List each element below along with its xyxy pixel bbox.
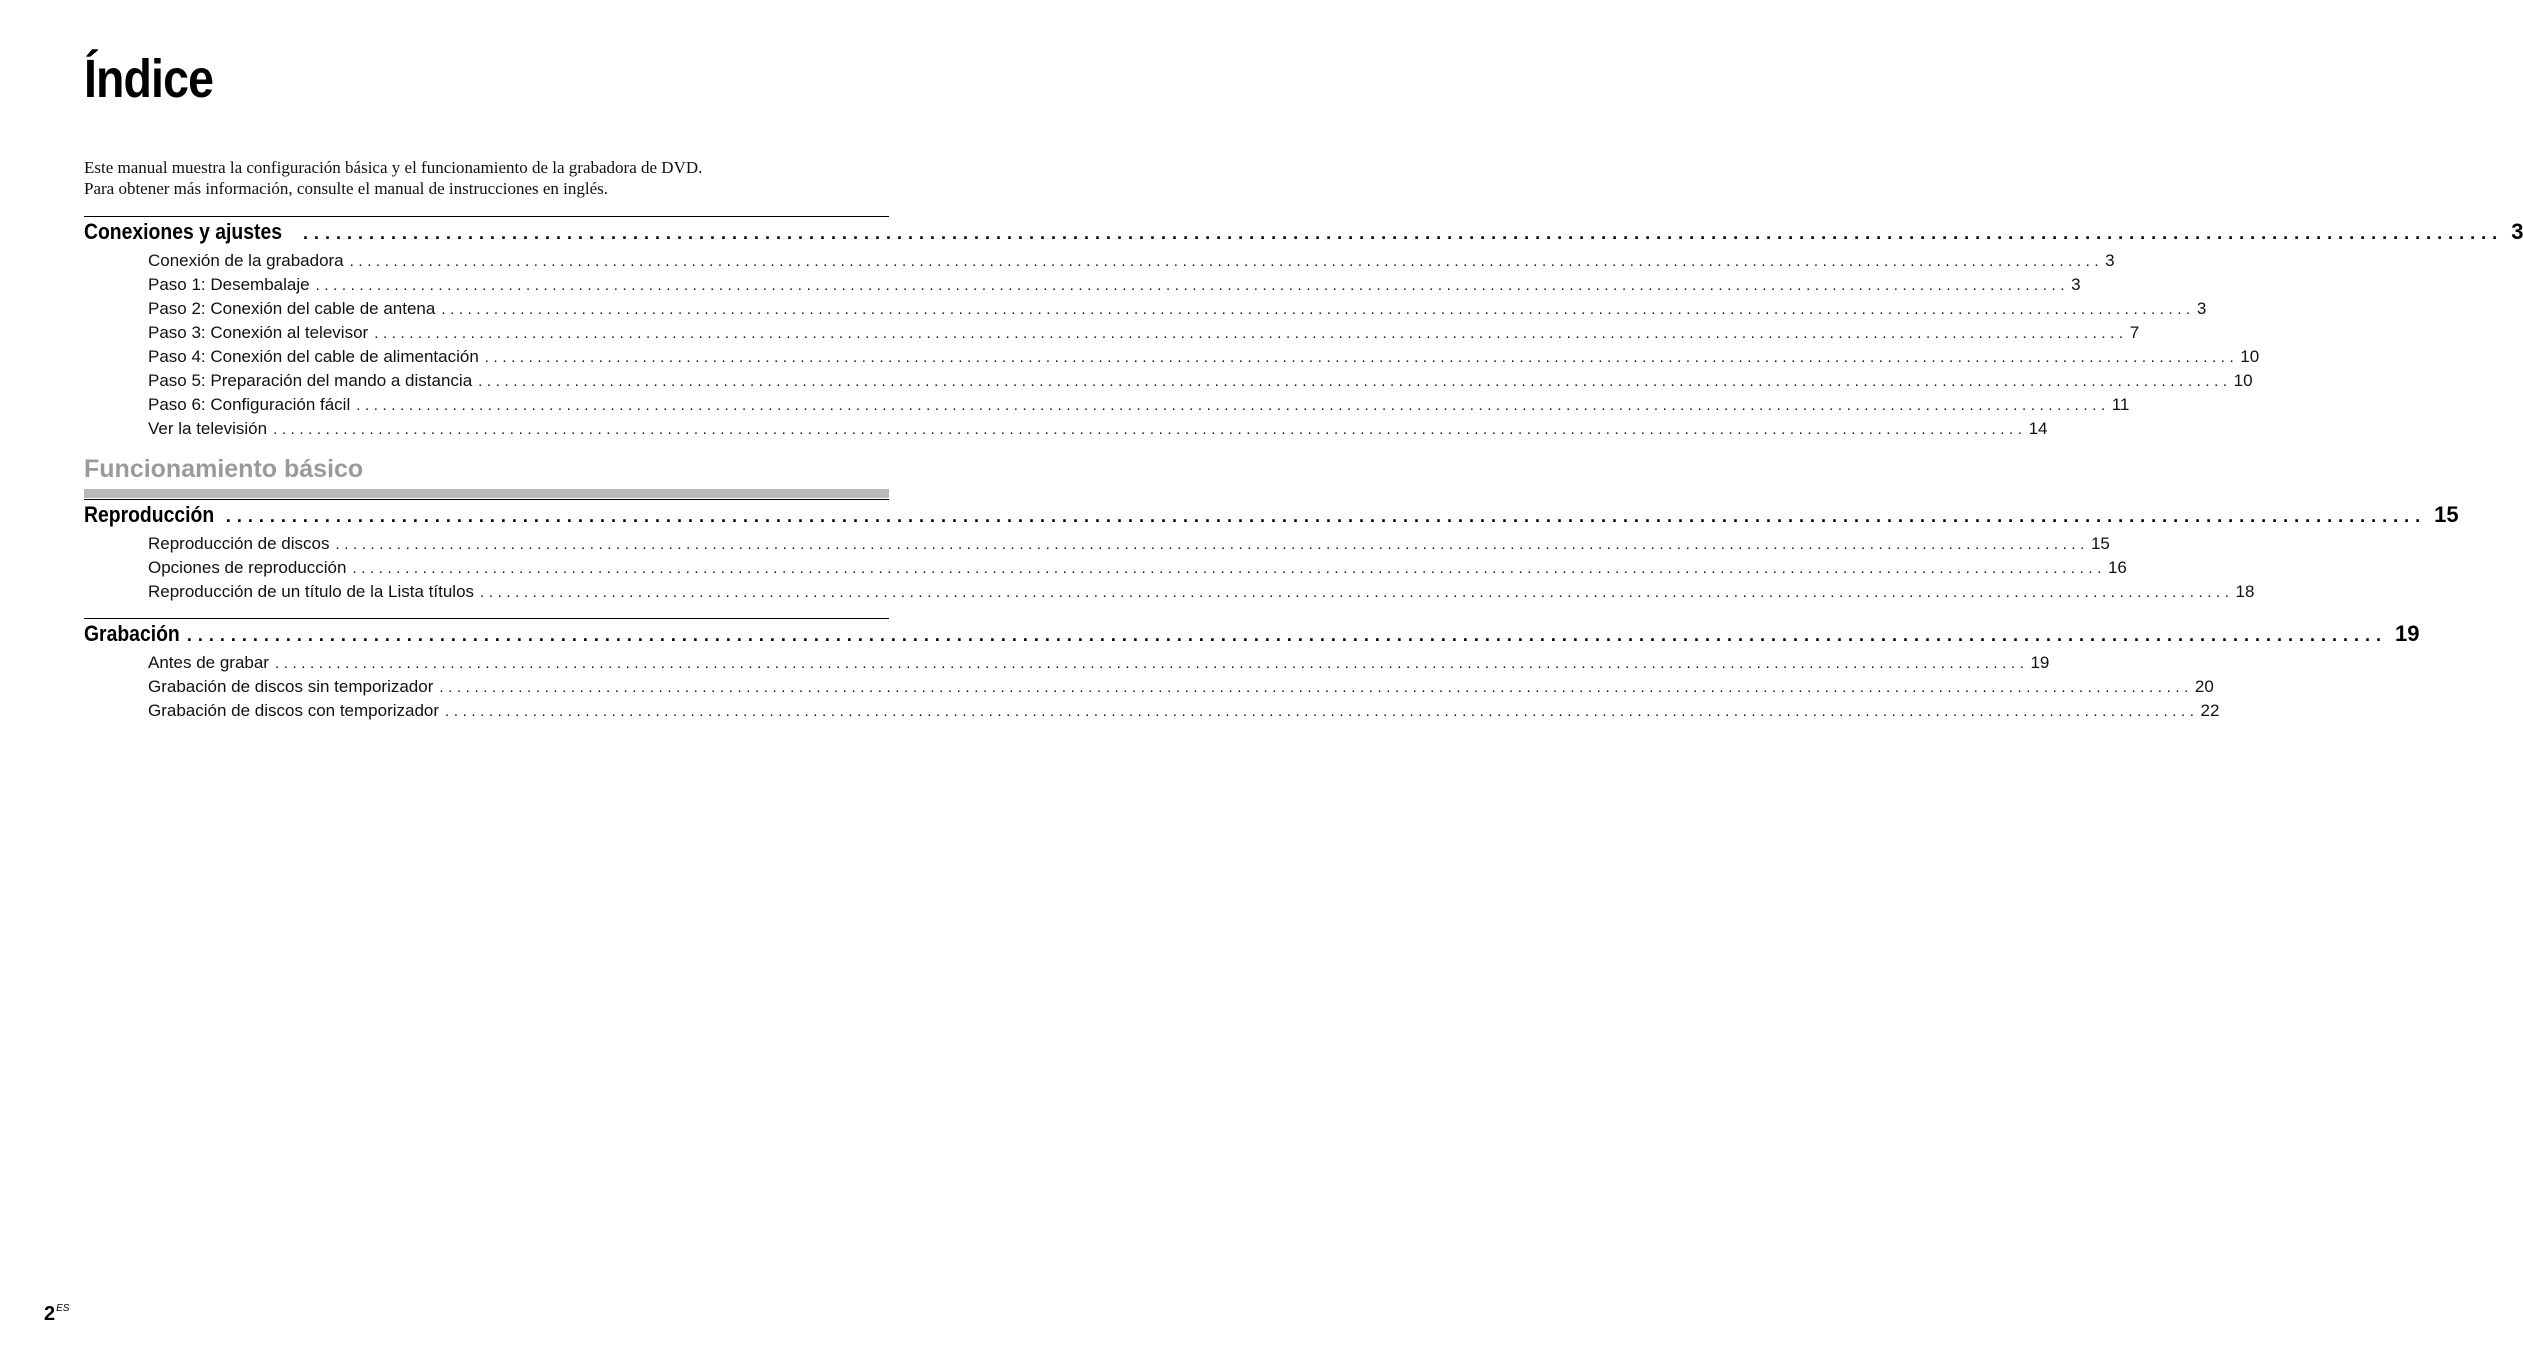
entry-page: 10 — [2233, 371, 2253, 390]
leader-dots: ........................................................................................................................................................................................................ — [335, 536, 2089, 553]
page-number-value: 2 — [44, 1303, 56, 1325]
leader-dots: ........................................................................................................................................................................................................ — [349, 253, 2104, 270]
toc-entry[interactable] — [148, 371, 2253, 395]
entry-page: 10 — [2240, 347, 2260, 366]
leader-dots: ........................................................................................................................................................................................................ — [374, 325, 2128, 342]
entry-label: Paso 1: Desembalaje — [148, 275, 310, 294]
toc-entry[interactable] — [148, 677, 2214, 701]
toc-section-reproduccion — [84, 499, 2459, 606]
toc-section-heading[interactable] — [84, 500, 2459, 534]
toc-entry[interactable] — [148, 534, 2110, 558]
entry-page: 11 — [2111, 395, 2130, 414]
section-title: Reproducción — [84, 502, 215, 527]
leader-dots: ........................................................................................................................................................................................................ — [478, 373, 2232, 390]
page-number — [44, 1303, 69, 1326]
leader-dots: ........................................................................................................................................................................................................ — [352, 560, 2106, 577]
entry-page: 22 — [2200, 701, 2220, 720]
entry-page: 20 — [2194, 677, 2214, 696]
entry-page: 15 — [2090, 534, 2110, 553]
leader-dots: ........................................................................................................................................................................................................ — [484, 349, 2239, 366]
entry-label: Grabación de discos sin temporizador — [148, 677, 434, 696]
leader-dots: ........................................................................................................................................................................................................ — [302, 223, 2504, 243]
leader-dots: ........................................................................................................................................................................................................ — [480, 584, 2234, 601]
toc-entry[interactable] — [148, 251, 2115, 275]
toc-entry[interactable] — [148, 323, 2140, 347]
entry-page: 16 — [2107, 558, 2127, 577]
leader-dots: ........................................................................................................................................................................................................ — [356, 397, 2110, 414]
section-page: 15 — [2434, 502, 2459, 527]
leader-dots: ........................................................................................................................................................................................................ — [445, 703, 2199, 720]
leader-dots: ........................................................................................................................................................................................................ — [441, 301, 2195, 318]
leader-dots: ........................................................................................................................................................................................................ — [315, 277, 2070, 294]
leader-dots: ........................................................................................................................................................................................................ — [273, 421, 2027, 438]
entry-page: 14 — [2028, 419, 2048, 438]
toc-entry[interactable] — [148, 653, 2050, 677]
toc-section-heading[interactable] — [84, 217, 2523, 251]
toc-entry[interactable] — [148, 419, 2048, 443]
entry-label: Antes de grabar — [148, 653, 269, 672]
entry-label: Reproducción de discos — [148, 534, 330, 553]
leader-dots: ........................................................................................................................................................................................................ — [274, 655, 2029, 672]
toc-entry[interactable] — [148, 347, 2260, 371]
language-suffix: ES — [56, 1303, 70, 1314]
toc-entry[interactable] — [148, 395, 2130, 419]
toc-section-conexiones — [84, 216, 2523, 443]
intro-line: Para obtener más información, consulte el manual de instrucciones en inglés. — [84, 179, 609, 198]
entry-page: 3 — [2105, 251, 2115, 270]
entry-label: Ver la televisión — [148, 419, 268, 438]
entry-page: 3 — [2196, 299, 2207, 318]
entry-page: 3 — [2071, 275, 2081, 294]
section-page: 3 — [2511, 219, 2523, 244]
entry-page: 18 — [2235, 582, 2255, 601]
toc-entry[interactable] — [148, 275, 2081, 299]
entry-label: Opciones de reproducción — [148, 558, 347, 577]
entry-label: Paso 4: Conexión del cable de alimentación — [148, 347, 479, 366]
leader-dots: ........................................................................................................................................................................................................ — [225, 506, 2427, 526]
entry-label: Reproducción de un título de la Lista títulos — [148, 582, 475, 601]
section-page: 19 — [2395, 621, 2420, 646]
toc-entry[interactable] — [148, 582, 2255, 606]
entry-label: Paso 5: Preparación del mando a distancia — [148, 371, 473, 390]
entry-label: Paso 6: Configuración fácil — [148, 395, 351, 414]
toc-section-grabacion — [84, 618, 2420, 725]
leader-dots: ........................................................................................................................................................................................................ — [186, 625, 2388, 645]
toc-section-heading[interactable] — [84, 619, 2420, 653]
toc-entry[interactable] — [148, 299, 2207, 323]
section-title: Conexiones y ajustes — [84, 219, 282, 244]
leader-dots: ........................................................................................................................................................................................................ — [439, 679, 2193, 696]
entry-label: Paso 2: Conexión del cable de antena — [148, 299, 436, 318]
entry-label: Conexión de la grabadora — [148, 251, 344, 270]
toc-entry[interactable] — [148, 558, 2127, 582]
entry-page: 19 — [2030, 653, 2050, 672]
part-divider-bar — [84, 489, 889, 498]
intro-text — [84, 157, 889, 199]
part-title: Funcionamiento básico — [84, 455, 364, 483]
toc-entry[interactable] — [148, 701, 2220, 725]
page-title: Índice — [84, 49, 214, 109]
section-title: Grabación — [84, 621, 180, 646]
intro-line: Este manual muestra la configuración básica y el funcionamiento de la grabadora de DVD. — [84, 158, 703, 177]
entry-label: Grabación de discos con temporizador — [148, 701, 440, 720]
entry-page: 7 — [2129, 323, 2140, 342]
entry-label: Paso 3: Conexión al televisor — [148, 323, 369, 342]
